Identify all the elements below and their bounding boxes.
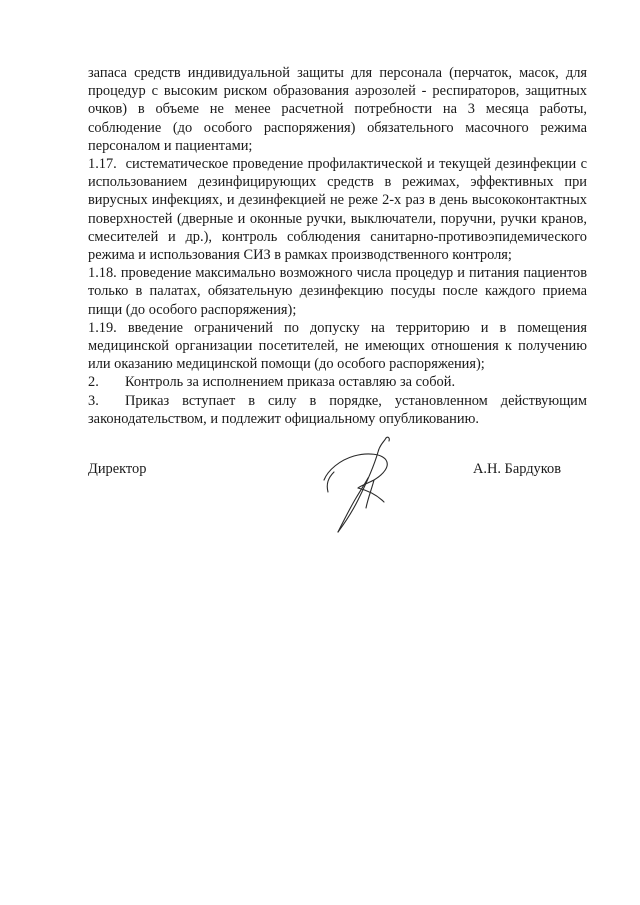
paragraph-number: 1.18. [88, 265, 117, 282]
paragraph-text: систематическое проведение профилактической и текущей дезинфекции с использованием дезинфицирующих средств в режимах, эффективных при вирусных инфекциях, и дезинфекцией не реже 2-х раз в день высококонтактных поверхностей (дверные и оконные ручки, выключатели, поручни, ручки кранов, смесителей и др.), контроль соблюдения санитарно-противоэпидемического режима и использования СИЗ в рамках производственного контроля; [88, 156, 587, 264]
paragraph-text: запаса средств индивидуальной защиты для персонала (перчаток, масок, для процедур с высоким риском образования аэрозолей - респираторов, защитных очков) в объеме не менее расчетной потребности на 3 месяца работы, соблюдение (до особого распоряжения) обязательного масочного режима персоналом и пациентами; [88, 65, 587, 154]
paragraph-number: 2. [88, 374, 99, 391]
signatory-title: Директор [88, 461, 147, 477]
document-body [88, 64, 587, 428]
signature-block [88, 460, 587, 540]
paragraph-1-19 [88, 319, 587, 374]
paragraph-number: 3. [88, 392, 99, 409]
paragraph-text: введение ограничений по допуску на территорию и в помещения медицинской организации посетителей, не имеющих отношения к получению или оказанию медицинской помощи (до особого распоряжения); [88, 319, 587, 373]
paragraph-text: Приказ вступает в силу в порядке, установленном действующим законодательством, и подлежит официальному опубликованию. [88, 392, 587, 427]
paragraph-text: проведение максимально возможного числа процедур и питания пациентов только в палатах, обязательную дезинфекцию посуды после каждого приема пищи (до особого распоряжения); [88, 265, 587, 318]
paragraph-number: 1.17. [88, 156, 117, 173]
paragraph-number: 1.19. [88, 319, 117, 336]
paragraph-3 [88, 392, 587, 428]
paragraph-continuation [88, 64, 587, 155]
paragraph-2 [88, 373, 587, 391]
signatory-name: А.Н. Бардуков [472, 461, 561, 477]
handwritten-signature-icon [314, 432, 424, 542]
paragraph-1-18 [88, 264, 587, 319]
paragraph-text: Контроль за исполнением приказа оставляю за собой. [125, 374, 456, 391]
paragraph-1-17 [88, 155, 587, 264]
